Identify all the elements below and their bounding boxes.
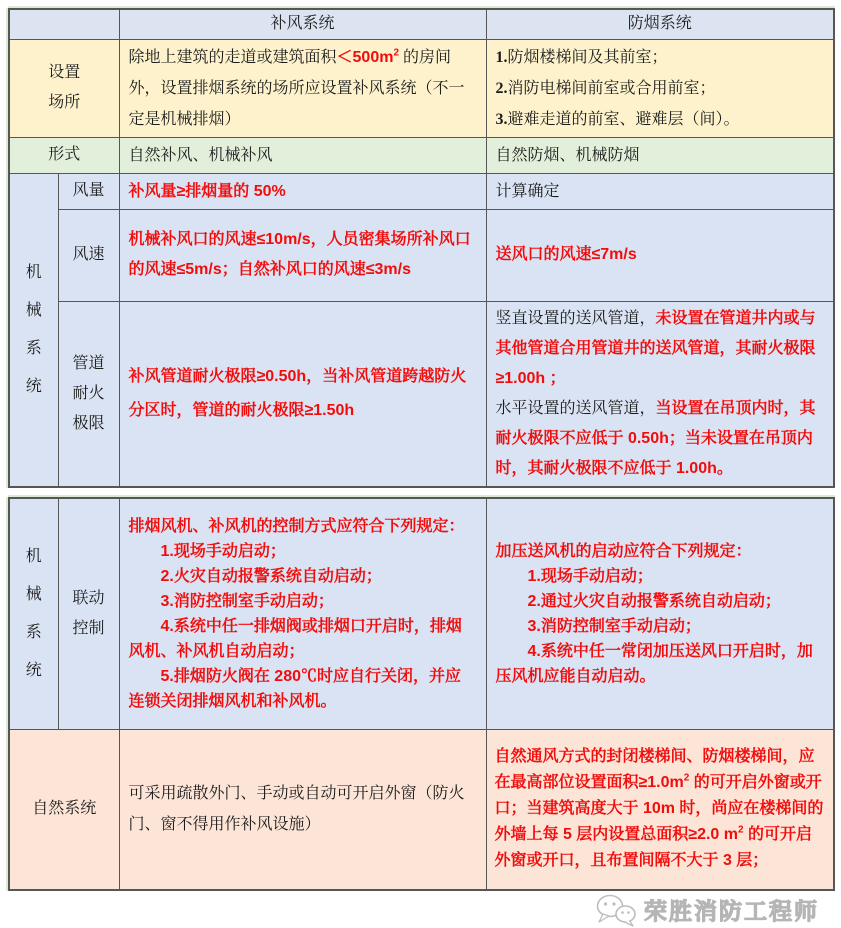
row-label-air-volume: 风量 bbox=[58, 173, 119, 209]
row-label-duct-fire-resistance: 管道 耐火 极限 bbox=[58, 301, 119, 487]
cell-speed-supply-air: 机械补风口的风速≤10m/s，人员密集场所补风口的风速≤5m/s；自然补风口的风速≤3m/s bbox=[119, 209, 486, 301]
row-linkage-control bbox=[9, 498, 834, 730]
column-header-smoke-control: 防烟系统 bbox=[486, 9, 834, 39]
group-label-mechanical-system: 机 械 系 统 bbox=[9, 498, 58, 730]
cell-form-smoke-control: 自然防烟、机械防烟 bbox=[486, 137, 834, 173]
group-label-mechanical-system: 机 械 系 统 bbox=[9, 173, 58, 487]
wechat-icon bbox=[595, 893, 637, 927]
cell-volume-supply-air: 补风量≥排烟量的 50% bbox=[119, 173, 486, 209]
row-label-system-form: 形式 bbox=[9, 137, 119, 173]
row-label-natural-system: 自然系统 bbox=[9, 730, 119, 890]
row-natural-system bbox=[9, 730, 834, 890]
cell-speed-smoke-control: 送风口的风速≤7m/s bbox=[486, 209, 834, 301]
watermark-text: 荣胜消防工程师 bbox=[644, 898, 819, 924]
corner-cell bbox=[9, 9, 119, 39]
cell-duct-supply-air: 补风管道耐火极限≥0.50h，当补风管道跨越防火分区时，管道的耐火极限≥1.50h bbox=[119, 301, 486, 487]
row-system-form bbox=[9, 137, 834, 173]
cell-natural-supply-air: 可采用疏散外门、手动或自动可开启外窗（防火门、窗不得用作补风设施） bbox=[119, 730, 486, 890]
cell-volume-smoke-control: 计算确定 bbox=[486, 173, 834, 209]
cell-linkage-smoke-control: 加压送风机的启动应符合下列规定： 1.现场手动启动； 2.通过火灾自动报警系统自动启动； 3.消防控制室手动启动； 4.系统中任一常闭加压送风口开启时，加压风机应能自动启动。 bbox=[486, 498, 834, 730]
row-air-volume bbox=[9, 173, 834, 209]
column-header-supply-air: 补风系统 bbox=[119, 9, 486, 39]
cell-duct-smoke-control: 竖直设置的送风管道，未设置在管道井内或与其他管道合用管道井的送风管道，其耐火极限≥1.00h ； 水平设置的送风管道，当设置在吊顶内时，其耐火极限不应低于 0.50h；当未设置在吊顶内时，其耐火极限不应低于 1.00h。 bbox=[486, 301, 834, 487]
watermark bbox=[8, 892, 833, 928]
comparison-table-lower bbox=[8, 497, 835, 891]
cell-form-supply-air: 自然补风、机械补风 bbox=[119, 137, 486, 173]
cell-linkage-supply-air: 排烟风机、补风机的控制方式应符合下列规定： 1.现场手动启动； 2.火灾自动报警系统自动启动； 3.消防控制室手动启动； 4.系统中任一排烟阀或排烟口开启时，排烟风机、补风机自动启动； 5.排烟防火阀在 280℃时应自行关闭，并应连锁关闭排烟风机和补风机。 bbox=[119, 498, 486, 730]
table-gap bbox=[8, 488, 833, 497]
comparison-table-upper bbox=[8, 8, 835, 488]
row-label-linkage-control: 联动 控制 bbox=[58, 498, 119, 730]
cell-place-supply-air: 除地上建筑的走道或建筑面积$<500m^2$ 的房间外，设置排烟系统的场所应设置补风系统（不一定是机械排烟） bbox=[119, 39, 486, 137]
header-row bbox=[9, 9, 834, 39]
row-air-speed bbox=[9, 209, 834, 301]
cell-natural-smoke-control: 自然通风方式的封闭楼梯间、防烟楼梯间，应在最高部位设置面积$\ge 1.0m^2$ 的可开启外窗或开口；当建筑高度大于 10m 时，尚应在楼梯间的外墙上每 5 层内设置总面积≥2.0 $m^2$ 的可开启外窗或开口，且布置间隔不大于 3 层； bbox=[486, 730, 834, 890]
row-label-air-speed: 风速 bbox=[58, 209, 119, 301]
row-duct-fire-resistance bbox=[9, 301, 834, 487]
row-installation-locations bbox=[9, 39, 834, 137]
row-label-installation-locations: 设置 场所 bbox=[9, 39, 119, 137]
cell-place-smoke-control: 1.防烟楼梯间及其前室； 2.消防电梯间前室或合用前室； 3.避难走道的前室、避难层（间）。 bbox=[486, 39, 834, 137]
